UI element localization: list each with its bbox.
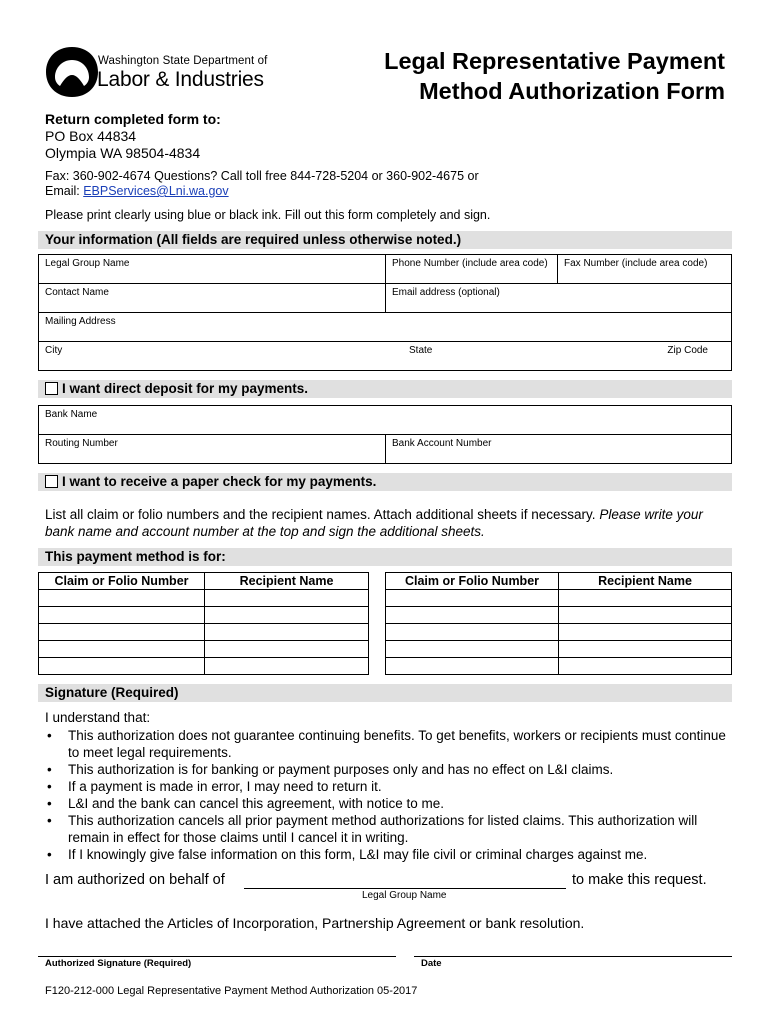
- paper-check-checkbox[interactable]: [45, 475, 58, 488]
- legal-group-name-line[interactable]: [244, 888, 566, 889]
- term-item: • This authorization cancels all prior payment method authorizations for listed claims. This authorization will remain in effect for those claims until I cancel it in writing.: [47, 813, 698, 845]
- col-claim-left: Claim or Folio Number: [39, 573, 205, 590]
- return-po-box: PO Box 44834: [45, 128, 137, 144]
- recipient-cell[interactable]: [205, 607, 369, 624]
- col-claim-right: Claim or Folio Number: [386, 573, 559, 590]
- col-recipient-left: Recipient Name: [205, 573, 369, 590]
- col-recipient-right: Recipient Name: [559, 573, 732, 590]
- claims-instructions-italic: Please write your bank name and account number at the top and sign the additional sheets.: [45, 507, 703, 539]
- form-footer-id: F120-212-000 Legal Representative Payment Method Authorization 05-2017: [45, 985, 418, 997]
- signature-heading: Signature (Required): [38, 684, 732, 702]
- claim-cell[interactable]: [386, 658, 559, 675]
- email-optional-field[interactable]: Email address (optional): [386, 284, 732, 313]
- account-number-field[interactable]: Bank Account Number: [386, 435, 732, 464]
- claim-cell[interactable]: [386, 641, 559, 658]
- paper-check-label: I want to receive a paper check for my payments.: [62, 474, 377, 489]
- return-heading: Return completed form to:: [45, 111, 221, 127]
- term-item: • This authorization does not guarantee continuing benefits. To get benefits, workers or recipients must continue to meet legal requirements.: [47, 728, 726, 760]
- bullet-icon: •: [47, 728, 52, 743]
- claim-cell[interactable]: [386, 624, 559, 641]
- agency-logo-icon: [44, 46, 100, 98]
- recipient-cell[interactable]: [205, 641, 369, 658]
- signature-line[interactable]: [38, 956, 396, 957]
- claims-instructions: [45, 506, 735, 540]
- city-state-zip-field[interactable]: [39, 342, 732, 371]
- date-label: Date: [421, 958, 442, 969]
- term-item: • This authorization is for banking or payment purposes only and has no effect on L&I claims.: [47, 762, 614, 777]
- signature-label: Authorized Signature (Required): [45, 958, 192, 969]
- mailing-address-field[interactable]: Mailing Address: [39, 313, 732, 342]
- legal-group-name-field[interactable]: Legal Group Name: [39, 255, 386, 284]
- direct-deposit-checkbox[interactable]: [45, 382, 58, 395]
- claim-cell[interactable]: [39, 624, 205, 641]
- return-city-zip: Olympia WA 98504-4834: [45, 145, 201, 161]
- attached-statement: I have attached the Articles of Incorporation, Partnership Agreement or bank resolution.: [45, 915, 585, 931]
- claims-instructions-text: List all claim or folio numbers and the recipient names. Attach additional sheets if necessary.: [45, 507, 596, 522]
- form-title-line2: Method Authorization Form: [419, 78, 725, 104]
- recipient-cell[interactable]: [559, 641, 732, 658]
- claim-cell[interactable]: [39, 658, 205, 675]
- direct-deposit-label: I want direct deposit for my payments.: [62, 381, 309, 396]
- recipient-cell[interactable]: [559, 624, 732, 641]
- agency-name-line1: Washington State Department of: [98, 55, 268, 67]
- recipient-cell[interactable]: [205, 624, 369, 641]
- email-line: [45, 184, 229, 198]
- recipient-cell[interactable]: [559, 590, 732, 607]
- direct-deposit-heading: [38, 380, 732, 398]
- your-info-table: [38, 254, 732, 371]
- form-title: [384, 46, 725, 106]
- claims-table-right: [385, 572, 732, 675]
- term-item: • L&I and the bank can cancel this agreement, with notice to me.: [47, 796, 444, 811]
- recipient-cell[interactable]: [559, 607, 732, 624]
- terms-list: [45, 727, 735, 863]
- term-item: • If I knowingly give false information on this form, L&I may file civil or criminal charges against me.: [47, 847, 648, 862]
- date-line[interactable]: [414, 956, 732, 957]
- claim-cell[interactable]: [386, 590, 559, 607]
- email-label: Email:: [45, 184, 84, 198]
- bullet-icon: •: [47, 762, 52, 777]
- fax-field[interactable]: Fax Number (include area code): [558, 255, 732, 284]
- claims-table-left: [38, 572, 369, 675]
- legal-group-caption: Legal Group Name: [362, 890, 447, 901]
- bank-info-table: [38, 405, 732, 464]
- state-label: State: [409, 345, 433, 356]
- claim-cell[interactable]: [39, 590, 205, 607]
- print-instructions: Please print clearly using blue or black ink. Fill out this form completely and sign.: [45, 208, 491, 222]
- recipient-cell[interactable]: [205, 658, 369, 675]
- paper-check-heading: [38, 473, 732, 491]
- city-label: City: [45, 345, 63, 356]
- bullet-icon: •: [47, 847, 52, 862]
- recipient-cell[interactable]: [559, 658, 732, 675]
- email-link[interactable]: EBPServices@Lni.wa.gov: [83, 184, 229, 198]
- term-item: • If a payment is made in error, I may need to return it.: [47, 779, 382, 794]
- recipient-cell[interactable]: [205, 590, 369, 607]
- understand-intro: I understand that:: [45, 710, 151, 725]
- contact-line: Fax: 360-902-4674 Questions? Call toll free 844-728-5204 or 360-902-4675 or: [45, 169, 479, 183]
- authorized-suffix: to make this request.: [572, 872, 707, 888]
- bullet-icon: •: [47, 779, 52, 794]
- bullet-icon: •: [47, 796, 52, 811]
- zip-label: Zip Code: [667, 345, 708, 356]
- claim-cell[interactable]: [386, 607, 559, 624]
- bullet-icon: •: [47, 813, 52, 828]
- authorized-prefix: I am authorized on behalf of: [45, 872, 225, 888]
- agency-name-line2: Labor & Industries: [97, 68, 264, 91]
- your-info-heading: Your information (All fields are required unless otherwise noted.): [38, 231, 732, 249]
- claim-cell[interactable]: [39, 641, 205, 658]
- claim-cell[interactable]: [39, 607, 205, 624]
- phone-field[interactable]: Phone Number (include area code): [386, 255, 558, 284]
- bank-name-field[interactable]: Bank Name: [39, 406, 732, 435]
- payment-method-heading: This payment method is for:: [38, 548, 732, 566]
- contact-name-field[interactable]: Contact Name: [39, 284, 386, 313]
- form-title-line1: Legal Representative Payment: [384, 48, 725, 74]
- routing-number-field[interactable]: Routing Number: [39, 435, 386, 464]
